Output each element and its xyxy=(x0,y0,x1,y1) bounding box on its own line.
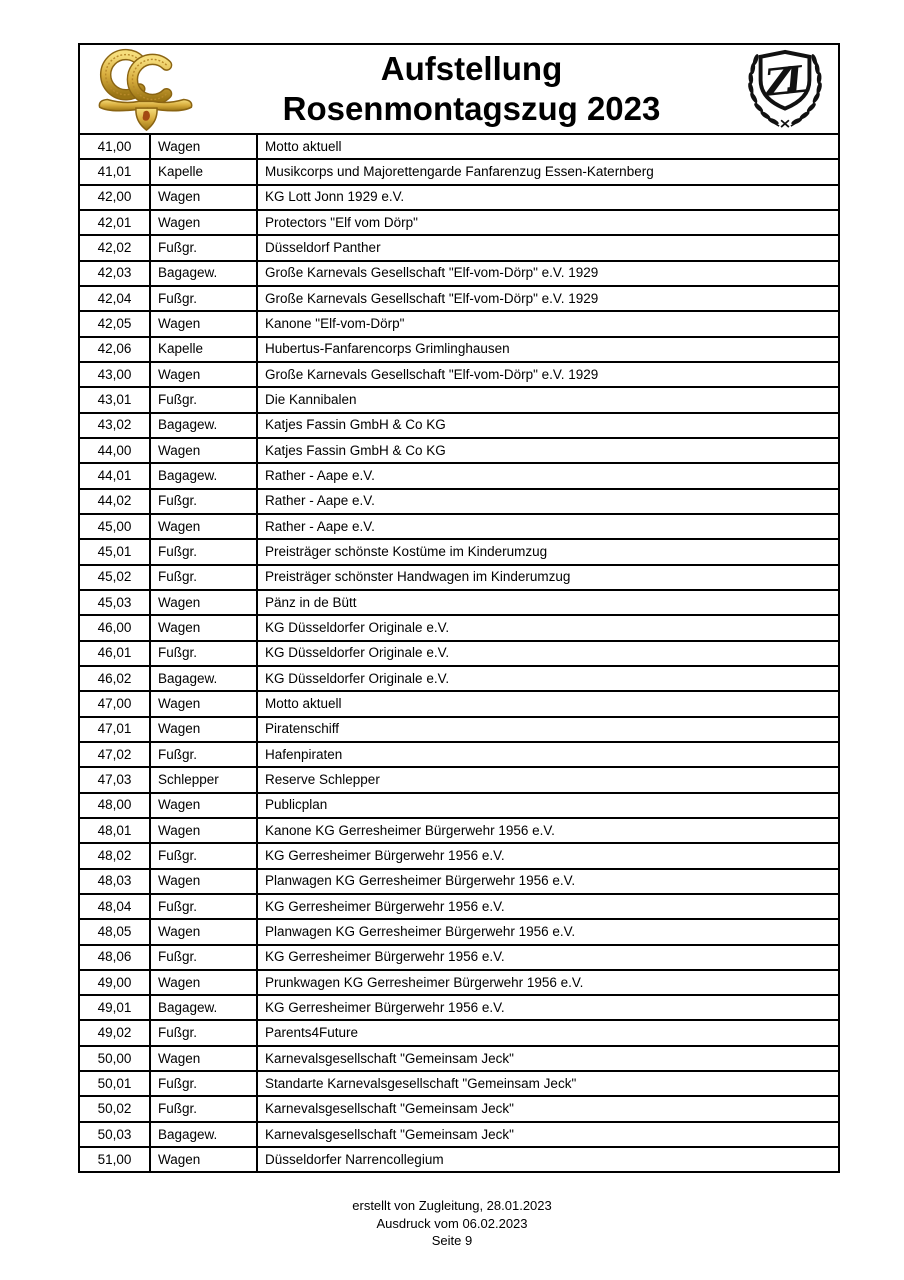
cell-type: Wagen xyxy=(150,1147,257,1172)
cell-name: Piratenschiff xyxy=(257,717,839,742)
cell-name: Pänz in de Bütt xyxy=(257,590,839,615)
lineup-table-body xyxy=(79,134,839,1172)
document-header xyxy=(78,43,840,133)
cell-type: Wagen xyxy=(150,615,257,640)
table-row xyxy=(79,843,839,868)
cell-type: Bagagew. xyxy=(150,413,257,438)
cell-num: 47,01 xyxy=(79,717,150,742)
table-row xyxy=(79,489,839,514)
cell-type: Wagen xyxy=(150,919,257,944)
footer-created-line: erstellt von Zugleitung, 28.01.2023 xyxy=(352,1198,552,1213)
table-row xyxy=(79,438,839,463)
cell-num: 41,01 xyxy=(79,159,150,184)
table-row xyxy=(79,134,839,159)
table-row xyxy=(79,463,839,488)
cell-num: 45,00 xyxy=(79,514,150,539)
table-row xyxy=(79,970,839,995)
cell-type: Bagagew. xyxy=(150,666,257,691)
cell-name: Düsseldorf Panther xyxy=(257,235,839,260)
cell-name: Preisträger schönster Handwagen im Kinderumzug xyxy=(257,565,839,590)
cell-num: 46,01 xyxy=(79,641,150,666)
cell-name: Karnevalsgesellschaft "Gemeinsam Jeck" xyxy=(257,1046,839,1071)
cell-num: 42,04 xyxy=(79,286,150,311)
table-row xyxy=(79,311,839,336)
table-row xyxy=(79,185,839,210)
cell-type: Wagen xyxy=(150,970,257,995)
cell-name: Parents4Future xyxy=(257,1020,839,1045)
page-title xyxy=(198,49,745,129)
cell-num: 50,00 xyxy=(79,1046,150,1071)
cell-name: KG Gerresheimer Bürgerwehr 1956 e.V. xyxy=(257,894,839,919)
cell-type: Wagen xyxy=(150,438,257,463)
cell-num: 42,06 xyxy=(79,337,150,362)
title-line-1: Aufstellung xyxy=(380,50,563,87)
cell-type: Wagen xyxy=(150,514,257,539)
table-row xyxy=(79,666,839,691)
cell-name: Karnevalsgesellschaft "Gemeinsam Jeck" xyxy=(257,1096,839,1121)
cell-type: Kapelle xyxy=(150,159,257,184)
cell-type: Wagen xyxy=(150,185,257,210)
cell-num: 43,00 xyxy=(79,362,150,387)
cell-type: Bagagew. xyxy=(150,261,257,286)
cell-type: Schlepper xyxy=(150,767,257,792)
cell-num: 44,01 xyxy=(79,463,150,488)
cell-name: Protectors "Elf vom Dörp" xyxy=(257,210,839,235)
cell-num: 48,04 xyxy=(79,894,150,919)
cell-num: 47,02 xyxy=(79,742,150,767)
cell-type: Fußgr. xyxy=(150,565,257,590)
table-row xyxy=(79,945,839,970)
cell-num: 48,00 xyxy=(79,793,150,818)
cell-type: Fußgr. xyxy=(150,1096,257,1121)
cell-type: Fußgr. xyxy=(150,1071,257,1096)
table-row xyxy=(79,742,839,767)
cell-name: KG Gerresheimer Bürgerwehr 1956 e.V. xyxy=(257,945,839,970)
zl-laurel-shield-emblem-icon xyxy=(745,48,825,130)
cell-num: 45,02 xyxy=(79,565,150,590)
document-page xyxy=(78,43,840,1173)
cell-type: Fußgr. xyxy=(150,286,257,311)
cell-num: 49,01 xyxy=(79,995,150,1020)
cell-name: Planwagen KG Gerresheimer Bürgerwehr 1956 e.V. xyxy=(257,869,839,894)
table-row xyxy=(79,641,839,666)
cell-num: 46,00 xyxy=(79,615,150,640)
table-row xyxy=(79,691,839,716)
cell-type: Wagen xyxy=(150,717,257,742)
table-row xyxy=(79,337,839,362)
cell-name: KG Gerresheimer Bürgerwehr 1956 e.V. xyxy=(257,843,839,868)
cell-name: KG Gerresheimer Bürgerwehr 1956 e.V. xyxy=(257,995,839,1020)
cell-name: Kanone KG Gerresheimer Bürgerwehr 1956 e.V. xyxy=(257,818,839,843)
cell-num: 49,00 xyxy=(79,970,150,995)
cell-name: Hubertus-Fanfarencorps Grimlinghausen xyxy=(257,337,839,362)
cell-type: Bagagew. xyxy=(150,1122,257,1147)
table-row xyxy=(79,387,839,412)
cell-type: Fußgr. xyxy=(150,742,257,767)
table-row xyxy=(79,1122,839,1147)
table-row xyxy=(79,767,839,792)
table-row xyxy=(79,362,839,387)
cell-num: 47,03 xyxy=(79,767,150,792)
cell-num: 43,01 xyxy=(79,387,150,412)
table-row xyxy=(79,894,839,919)
cell-type: Fußgr. xyxy=(150,945,257,970)
cell-name: Preisträger schönste Kostüme im Kinderumzug xyxy=(257,539,839,564)
footer-printed-line: Ausdruck vom 06.02.2023 xyxy=(376,1215,528,1231)
cell-num: 50,01 xyxy=(79,1071,150,1096)
cell-num: 46,02 xyxy=(79,666,150,691)
cell-type: Fußgr. xyxy=(150,387,257,412)
cell-type: Fußgr. xyxy=(150,489,257,514)
cell-num: 42,03 xyxy=(79,261,150,286)
cell-name: Die Kannibalen xyxy=(257,387,839,412)
cell-type: Wagen xyxy=(150,818,257,843)
cell-type: Fußgr. xyxy=(150,235,257,260)
table-row xyxy=(79,1046,839,1071)
cell-num: 42,02 xyxy=(79,235,150,260)
cell-name: Kanone "Elf-vom-Dörp" xyxy=(257,311,839,336)
cell-name: Hafenpiraten xyxy=(257,742,839,767)
cell-type: Wagen xyxy=(150,691,257,716)
cell-name: Standarte Karnevalsgesellschaft "Gemeinsam Jeck" xyxy=(257,1071,839,1096)
cell-num: 48,05 xyxy=(79,919,150,944)
table-row xyxy=(79,1020,839,1045)
cell-num: 45,01 xyxy=(79,539,150,564)
parade-lineup-table xyxy=(78,133,840,1173)
table-row xyxy=(79,919,839,944)
cell-num: 48,02 xyxy=(79,843,150,868)
cell-type: Wagen xyxy=(150,590,257,615)
cell-type: Kapelle xyxy=(150,337,257,362)
page-footer xyxy=(0,1197,904,1250)
cell-name: Publicplan xyxy=(257,793,839,818)
table-row xyxy=(79,869,839,894)
cell-name: Reserve Schlepper xyxy=(257,767,839,792)
table-row xyxy=(79,793,839,818)
svg-text:ZL: ZL xyxy=(762,56,807,105)
cc-carneval-gold-emblem-icon xyxy=(94,46,198,132)
table-row xyxy=(79,818,839,843)
cell-type: Fußgr. xyxy=(150,641,257,666)
cell-type: Wagen xyxy=(150,1046,257,1071)
cell-num: 50,03 xyxy=(79,1122,150,1147)
cell-num: 50,02 xyxy=(79,1096,150,1121)
cell-num: 49,02 xyxy=(79,1020,150,1045)
cell-name: KG Lott Jonn 1929 e.V. xyxy=(257,185,839,210)
footer-page-number: Seite 9 xyxy=(431,1233,473,1248)
cell-num: 43,02 xyxy=(79,413,150,438)
table-row xyxy=(79,159,839,184)
table-row xyxy=(79,995,839,1020)
cell-type: Bagagew. xyxy=(150,995,257,1020)
cell-name: Karnevalsgesellschaft "Gemeinsam Jeck" xyxy=(257,1122,839,1147)
table-row xyxy=(79,565,839,590)
cell-type: Fußgr. xyxy=(150,1020,257,1045)
cell-name: Motto aktuell xyxy=(257,134,839,159)
cell-name: Rather - Aape e.V. xyxy=(257,463,839,488)
cell-name: Katjes Fassin GmbH & Co KG xyxy=(257,413,839,438)
title-line-2: Rosenmontagszug 2023 xyxy=(282,90,661,127)
cell-type: Wagen xyxy=(150,210,257,235)
cell-num: 42,01 xyxy=(79,210,150,235)
cell-type: Bagagew. xyxy=(150,463,257,488)
cell-num: 48,03 xyxy=(79,869,150,894)
cell-name: Musikcorps und Majorettengarde Fanfarenzug Essen-Katernberg xyxy=(257,159,839,184)
cell-num: 45,03 xyxy=(79,590,150,615)
table-row xyxy=(79,514,839,539)
cell-num: 51,00 xyxy=(79,1147,150,1172)
cell-num: 41,00 xyxy=(79,134,150,159)
table-row xyxy=(79,615,839,640)
table-row xyxy=(79,717,839,742)
table-row xyxy=(79,413,839,438)
cell-num: 47,00 xyxy=(79,691,150,716)
cell-type: Wagen xyxy=(150,362,257,387)
cell-num: 42,00 xyxy=(79,185,150,210)
cell-type: Wagen xyxy=(150,793,257,818)
table-row xyxy=(79,210,839,235)
cell-num: 48,06 xyxy=(79,945,150,970)
cell-name: Motto aktuell xyxy=(257,691,839,716)
table-row xyxy=(79,261,839,286)
cell-name: Rather - Aape e.V. xyxy=(257,489,839,514)
cell-type: Wagen xyxy=(150,311,257,336)
cell-name: Katjes Fassin GmbH & Co KG xyxy=(257,438,839,463)
cell-num: 44,02 xyxy=(79,489,150,514)
table-row xyxy=(79,590,839,615)
cell-name: Große Karnevals Gesellschaft "Elf-vom-Dörp" e.V. 1929 xyxy=(257,261,839,286)
cell-name: Rather - Aape e.V. xyxy=(257,514,839,539)
cell-name: Große Karnevals Gesellschaft "Elf-vom-Dörp" e.V. 1929 xyxy=(257,286,839,311)
table-row xyxy=(79,1071,839,1096)
cell-type: Wagen xyxy=(150,134,257,159)
cell-name: Düsseldorfer Narrencollegium xyxy=(257,1147,839,1172)
cell-num: 44,00 xyxy=(79,438,150,463)
cell-num: 42,05 xyxy=(79,311,150,336)
cell-name: Prunkwagen KG Gerresheimer Bürgerwehr 1956 e.V. xyxy=(257,970,839,995)
cell-name: KG Düsseldorfer Originale e.V. xyxy=(257,641,839,666)
cell-type: Fußgr. xyxy=(150,894,257,919)
table-row xyxy=(79,235,839,260)
cell-num: 48,01 xyxy=(79,818,150,843)
table-row xyxy=(79,286,839,311)
cell-type: Fußgr. xyxy=(150,539,257,564)
table-row xyxy=(79,1096,839,1121)
table-row xyxy=(79,539,839,564)
cell-name: KG Düsseldorfer Originale e.V. xyxy=(257,666,839,691)
cell-type: Fußgr. xyxy=(150,843,257,868)
cell-type: Wagen xyxy=(150,869,257,894)
cell-name: Planwagen KG Gerresheimer Bürgerwehr 1956 e.V. xyxy=(257,919,839,944)
cell-name: Große Karnevals Gesellschaft "Elf-vom-Dörp" e.V. 1929 xyxy=(257,362,839,387)
table-row xyxy=(79,1147,839,1172)
cell-name: KG Düsseldorfer Originale e.V. xyxy=(257,615,839,640)
